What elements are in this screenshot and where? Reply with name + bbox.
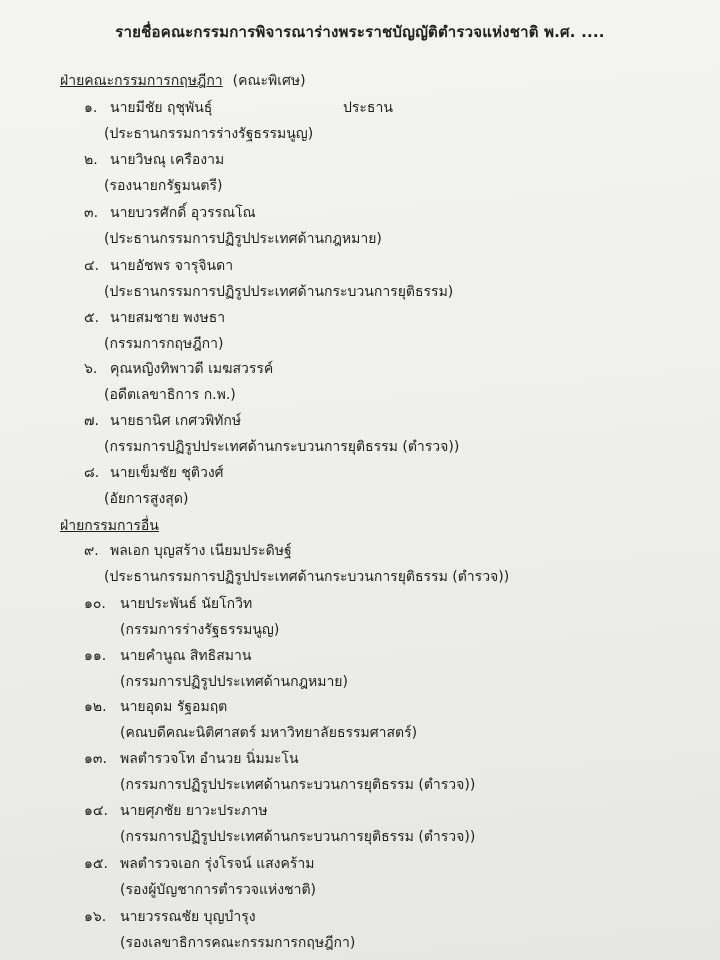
section-heading-council bbox=[60, 70, 306, 92]
member-entry bbox=[0, 307, 720, 359]
member-entry bbox=[0, 410, 720, 462]
member-entry bbox=[0, 853, 720, 905]
member-name: นายศุภชัย ยาวะประภาษ bbox=[120, 803, 268, 819]
member-name: นายสมชาย พงษธา bbox=[110, 310, 226, 326]
member-position: (ประธานกรรมการปฏิรูปประเทศด้านกระบวนการยุติธรรม) bbox=[104, 284, 454, 300]
member-entry bbox=[0, 645, 720, 697]
member-position: (รองผู้บัญชาการตำรวจแห่งชาติ) bbox=[120, 882, 317, 898]
member-position: (กรรมการปฏิรูปประเทศด้านกระบวนการยุติธรรม (ตำรวจ)) bbox=[120, 777, 476, 793]
section-heading-text: ฝ่ายคณะกรรมการกฤษฎีกา bbox=[60, 73, 223, 89]
member-number: ๑๔. bbox=[84, 803, 108, 819]
member-entry bbox=[0, 149, 720, 201]
member-number: ๔. bbox=[84, 258, 100, 274]
member-position: (อัยการสูงสุด) bbox=[104, 491, 189, 507]
member-name: คุณหญิงทิพาวดี เมฆสวรรค์ bbox=[110, 361, 274, 377]
member-position: (ประธานกรรมการร่างรัฐธรรมนูญ) bbox=[104, 126, 314, 142]
member-number: ๕. bbox=[84, 310, 100, 326]
member-position: (อดีตเลขาธิการ ก.พ.) bbox=[104, 387, 236, 403]
member-number: ๑๖. bbox=[84, 909, 107, 925]
member-entry bbox=[0, 202, 720, 254]
member-name: นายธานิศ เกศวพิทักษ์ bbox=[110, 413, 242, 429]
member-name: พลตำรวจเอก รุ่งโรจน์ แสงคร้าม bbox=[120, 856, 315, 872]
member-entry bbox=[0, 906, 720, 958]
member-name: นายอุดม รัฐอมฤต bbox=[120, 699, 228, 715]
member-number: ๑๓. bbox=[84, 751, 107, 767]
member-name: นายบวรศักดิ์ อุวรรณโณ bbox=[110, 205, 256, 221]
section-heading-others bbox=[60, 515, 159, 537]
member-name: นายวรรณชัย บุญบำรุง bbox=[120, 909, 256, 925]
section-heading-note: (คณะพิเศษ) bbox=[232, 73, 306, 89]
member-position: (กรรมการร่างรัฐธรรมนูญ) bbox=[120, 622, 280, 638]
member-entry bbox=[0, 593, 720, 645]
member-position: (ประธานกรรมการปฏิรูปประเทศด้านกฎหมาย) bbox=[104, 231, 382, 247]
member-position: (ประธานกรรมการปฏิรูปประเทศด้านกระบวนการยุติธรรม (ตำรวจ)) bbox=[104, 569, 510, 585]
member-number: ๖. bbox=[84, 361, 98, 377]
member-entry bbox=[0, 462, 720, 514]
member-name: นายอัชพร จารุจินดา bbox=[110, 258, 234, 274]
member-position: (กรรมการปฏิรูปประเทศด้านกฎหมาย) bbox=[120, 674, 348, 690]
member-position: (กรรมการปฏิรูปประเทศด้านกระบวนการยุติธรรม (ตำรวจ)) bbox=[120, 829, 476, 845]
member-name: พลเอก บุญสร้าง เนียมประดิษฐ์ bbox=[110, 543, 292, 559]
member-entry bbox=[0, 255, 720, 307]
member-entry bbox=[0, 748, 720, 800]
member-position: (คณบดีคณะนิติศาสตร์ มหาวิทยาลัยธรรมศาสตร์) bbox=[120, 725, 418, 741]
member-entry bbox=[0, 540, 720, 592]
member-number: ๘. bbox=[84, 465, 100, 481]
member-number: ๙. bbox=[84, 543, 99, 559]
member-entry bbox=[0, 358, 720, 410]
member-entry bbox=[0, 97, 720, 149]
member-position: (รองเลขาธิการคณะกรรมการกฤษฎีกา) bbox=[120, 935, 356, 951]
member-position: (กรรมการกฤษฎีกา) bbox=[104, 336, 224, 352]
member-number: ๒. bbox=[84, 152, 98, 168]
member-name: นายประพันธ์ นัยโกวิท bbox=[120, 596, 253, 612]
member-number: ๑. bbox=[84, 100, 98, 116]
section-heading-text: ฝ่ายกรรมการอื่น bbox=[60, 518, 159, 534]
member-number: ๑๐. bbox=[84, 596, 106, 612]
member-name: นายคำนูณ สิทธิสมาน bbox=[120, 648, 252, 664]
member-name: นายมีชัย ฤชุพันธุ์ bbox=[110, 100, 213, 116]
member-number: ๑๒. bbox=[84, 699, 107, 715]
member-position: (กรรมการปฏิรูปประเทศด้านกระบวนการยุติธรรม (ตำรวจ)) bbox=[104, 439, 460, 455]
member-number: ๑๕. bbox=[84, 856, 108, 872]
member-entry bbox=[0, 800, 720, 852]
member-number: ๗. bbox=[84, 413, 99, 429]
member-name: พลตำรวจโท อำนวย นิ่มมะโน bbox=[120, 751, 299, 767]
member-position: (รองนายกรัฐมนตรี) bbox=[104, 178, 223, 194]
member-role: ประธาน bbox=[343, 100, 393, 116]
member-name: นายเข็มชัย ชุติวงศ์ bbox=[110, 465, 224, 481]
member-entry bbox=[0, 696, 720, 748]
member-name: นายวิษณุ เครืองาม bbox=[110, 152, 225, 168]
member-number: ๓. bbox=[84, 205, 99, 221]
member-number: ๑๑. bbox=[84, 648, 107, 664]
document-title: รายชื่อคณะกรรมการพิจารณาร่างพระราชบัญญัติตำรวจแห่งชาติ พ.ศ. .... bbox=[115, 23, 605, 41]
